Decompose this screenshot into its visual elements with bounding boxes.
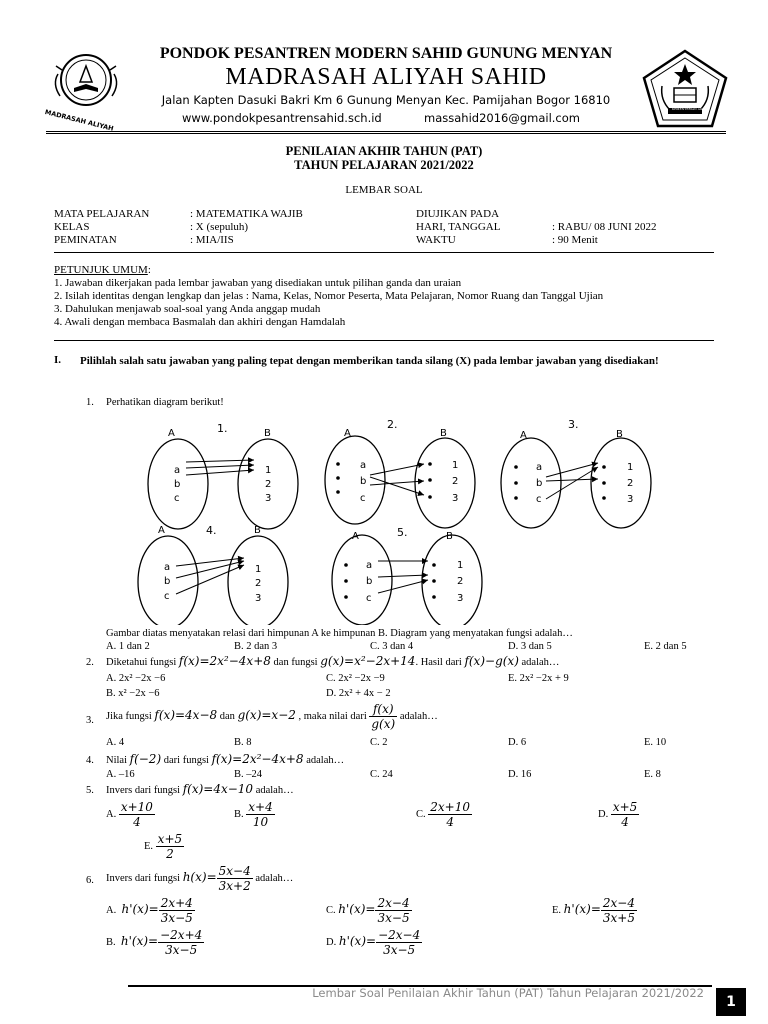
- stem-text: Nilai: [106, 755, 127, 766]
- question-number: 1.: [86, 397, 94, 408]
- element-a: a: [174, 465, 181, 476]
- fraction-denominator: 4: [133, 815, 141, 829]
- option-b[interactable]: [234, 800, 275, 829]
- option-lhs: h'(x)=: [121, 901, 159, 916]
- option-b[interactable]: B. x² −2x −6: [106, 688, 160, 699]
- element-b: 3: [265, 493, 272, 504]
- option-d[interactable]: [598, 800, 639, 829]
- element-a: c: [174, 493, 180, 504]
- question-text: Gambar diatas menyatakan relasi dari himpunan A ke himpunan B. Diagram yang menyatakan fungsi adalah…: [106, 628, 573, 639]
- stem-text: Diketahui fungsi: [106, 657, 177, 668]
- element-a: b: [164, 576, 171, 587]
- element-a: b: [360, 476, 367, 487]
- function-f: f(x)=2x²−4x+8: [178, 654, 271, 668]
- set-b-label: B: [264, 428, 271, 439]
- element-b: 2: [255, 578, 262, 589]
- set-b-ellipse: [422, 535, 482, 625]
- set-b-ellipse: [415, 438, 475, 528]
- fraction-numerator: f(x): [369, 702, 397, 717]
- fraction-numerator: x+5: [157, 832, 183, 846]
- page-number: [716, 988, 746, 1016]
- function-f: f(x)=4x−10: [182, 782, 254, 796]
- option-e[interactable]: E. 8: [644, 769, 661, 780]
- fraction: [217, 864, 253, 893]
- logo-left-caption: MADRASAH ALIYAH: [44, 108, 115, 133]
- set-a-ellipse: [332, 535, 392, 625]
- diagram-label: 4.: [206, 524, 217, 537]
- set-a-label: A: [168, 428, 175, 439]
- stem-text: adalah…: [255, 872, 294, 884]
- option-b[interactable]: B. 2 dan 3: [234, 641, 278, 652]
- exam-title: PENILAIAN AKHIR TAHUN (PAT): [285, 144, 483, 158]
- question-text: Perhatikan diagram berikut!: [106, 397, 224, 408]
- option-e[interactable]: E. 10: [644, 737, 667, 748]
- logo-right: [640, 48, 730, 130]
- option-letter: C.: [326, 904, 336, 916]
- fraction: [611, 800, 639, 829]
- fraction-denominator: 10: [252, 815, 269, 829]
- option-letter: E.: [144, 840, 154, 852]
- function-f: f(x)=2x²−4x+8: [211, 752, 304, 766]
- set-a-label: A: [520, 430, 527, 441]
- petunjuk-divider: [54, 340, 714, 341]
- set-b-label: B: [446, 531, 453, 542]
- info-value: : 90 Menit: [552, 234, 598, 246]
- info-label: WAKTU: [416, 234, 456, 246]
- fraction-numerator: x+4: [248, 800, 273, 814]
- option-letter: B.: [106, 936, 116, 948]
- question-4-stem: [106, 752, 344, 766]
- element-b: 1: [457, 560, 464, 571]
- school-address: Jalan Kapten Dasuki Bakri Km 6 Gunung Menyan Kec. Pamijahan Bogor 16810: [161, 93, 611, 107]
- info-label: MATA PELAJARAN: [54, 208, 150, 220]
- fraction-numerator: x+10: [120, 800, 153, 814]
- diagram-label: 5.: [397, 526, 408, 539]
- diagram-label: 1.: [217, 422, 228, 435]
- fraction: [156, 832, 184, 861]
- fraction-numerator: 2x−4: [602, 896, 635, 910]
- petunjuk-item: 1. Jawaban dikerjakan pada lembar jawaban yang disediakan untuk pilihan ganda dan uraian: [54, 277, 462, 289]
- option-e[interactable]: E. 2 dan 5: [644, 641, 687, 652]
- stem-text: dari fungsi: [163, 755, 209, 766]
- info-label: DIUJIKAN PADA: [416, 208, 500, 220]
- fraction-denominator: 3x−5: [383, 943, 416, 957]
- element-a: b: [536, 478, 543, 489]
- diagram-2: [325, 418, 475, 528]
- diagram-5: [332, 526, 482, 625]
- element-a: a: [164, 562, 171, 573]
- set-a-ellipse: [501, 438, 561, 528]
- fraction: [159, 896, 195, 925]
- stem-text: , maka nilai dari: [298, 710, 367, 722]
- set-a-label: A: [158, 525, 165, 536]
- option-c[interactable]: [416, 800, 472, 829]
- option-lhs: h'(x)=: [338, 901, 376, 916]
- element-b: 2: [457, 576, 464, 587]
- element-a: b: [174, 479, 181, 490]
- option-b[interactable]: [106, 928, 204, 957]
- diagram-3: [501, 418, 651, 528]
- fraction-denominator: 4: [621, 815, 629, 829]
- fraction: [369, 702, 397, 731]
- fraction-denominator: g(x): [371, 717, 396, 731]
- fraction-denominator: 3x−5: [165, 943, 198, 957]
- option-letter: A.: [106, 904, 117, 916]
- question-6-stem: [106, 864, 293, 893]
- stem-text: adalah…: [306, 755, 345, 766]
- fraction: [376, 928, 422, 957]
- question-number: 6.: [86, 875, 94, 886]
- info-label: KELAS: [54, 221, 90, 233]
- element-b: 1: [255, 564, 262, 575]
- option-c[interactable]: [326, 896, 412, 925]
- element-a: c: [536, 494, 542, 505]
- stem-text: Invers dari fungsi: [106, 785, 181, 796]
- option-letter: D.: [326, 936, 337, 948]
- option-e[interactable]: [552, 896, 637, 925]
- element-a: a: [536, 462, 543, 473]
- option-b[interactable]: B. –24: [234, 769, 263, 780]
- option-a[interactable]: A. –16: [106, 769, 135, 780]
- option-a[interactable]: [106, 896, 195, 925]
- question-2-stem: [106, 654, 559, 668]
- set-a-label: A: [344, 428, 351, 439]
- function-h: h(x)=: [182, 869, 217, 884]
- logo-right-caption: KEMENTERIAN AGAMA: [672, 107, 710, 111]
- school-website[interactable]: www.pondokpesantrensahid.sch.id: [182, 111, 382, 125]
- option-d[interactable]: D. 16: [508, 769, 532, 780]
- option-lhs: h'(x)=: [120, 933, 159, 948]
- stem-text: Invers dari fungsi: [106, 872, 181, 884]
- fraction-denominator: 3x+5: [602, 911, 635, 925]
- page-number-text: 1: [726, 994, 736, 1010]
- fraction: [375, 896, 411, 925]
- info-label: HARI, TANGGAL: [416, 221, 501, 233]
- info-divider: [54, 252, 714, 253]
- element-b: 3: [255, 593, 262, 604]
- option-lhs: h'(x)=: [563, 901, 601, 916]
- fraction-denominator: 4: [446, 815, 454, 829]
- header-divider: [46, 131, 726, 134]
- option-a[interactable]: A. 2x² −2x −6: [106, 673, 166, 684]
- school-email[interactable]: massahid2016@gmail.com: [424, 111, 580, 125]
- element-b: 2: [265, 479, 272, 490]
- element-a: c: [164, 591, 170, 602]
- element-b: 2: [452, 476, 459, 487]
- option-a[interactable]: A. 4: [106, 737, 125, 748]
- fraction: [119, 800, 155, 829]
- element-b: 3: [452, 493, 459, 504]
- fraction-numerator: −2x−4: [378, 928, 421, 942]
- set-b-label: B: [616, 429, 623, 440]
- fraction: [158, 928, 204, 957]
- function-f: f(x)=4x−8: [154, 707, 218, 722]
- option-e[interactable]: E. 2x² −2x + 9: [508, 673, 569, 684]
- fraction-numerator: 2x+10: [430, 800, 470, 814]
- option-letter: A.: [106, 808, 117, 820]
- element-a: a: [366, 560, 373, 571]
- function-value: f(−2): [129, 752, 162, 766]
- option-d[interactable]: D. 3 dan 5: [508, 641, 552, 652]
- question-number: 5.: [86, 785, 94, 796]
- fraction: [246, 800, 274, 829]
- element-b: 1: [265, 465, 272, 476]
- option-e[interactable]: [144, 832, 184, 861]
- section-instruction: Pilihlah salah satu jawaban yang paling tepat dengan memberikan tanda silang (X) pada lembar jawaban yang disediakan!: [80, 355, 659, 367]
- question-number: 4.: [86, 755, 94, 766]
- option-c[interactable]: C. 24: [370, 769, 393, 780]
- set-a-label: A: [352, 531, 359, 542]
- element-a: b: [366, 576, 373, 587]
- option-letter: B.: [234, 808, 244, 820]
- diagram-1: [148, 422, 298, 529]
- question-3-stem: [106, 702, 438, 731]
- stem-text: adalah…: [255, 785, 294, 796]
- petunjuk-item: 4. Awali dengan membaca Basmalah dan akhiri dengan Hamdalah: [54, 316, 346, 328]
- info-value: : MATEMATIKA WAJIB: [190, 208, 303, 220]
- element-b: 1: [452, 460, 459, 471]
- petunjuk-title-text: PETUNJUK UMUM: [54, 264, 148, 276]
- fraction-denominator: 3x−5: [377, 911, 410, 925]
- stem-text: . Hasil dari: [415, 657, 462, 668]
- stem-text: adalah…: [399, 710, 438, 722]
- element-b: 3: [457, 593, 464, 604]
- fraction-numerator: 2x−4: [377, 896, 410, 910]
- petunjuk-item: 3. Dahulukan menjawab soal-soal yang Anda anggap mudah: [54, 303, 321, 315]
- info-value: : MIA/IIS: [190, 234, 234, 246]
- option-letter: E.: [552, 904, 562, 916]
- option-lhs: h'(x)=: [338, 933, 377, 948]
- info-label: PEMINATAN: [54, 234, 117, 246]
- relation-diagrams: [130, 415, 670, 625]
- option-letter: C.: [416, 808, 426, 820]
- petunjuk-title: [54, 264, 151, 276]
- exam-year: TAHUN PELAJARAN 2021/2022: [294, 158, 474, 172]
- petunjuk-item: 2. Isilah identitas dengan lengkap dan jelas : Nama, Kelas, Nomor Peserta, Mata Pelajaran, Nomor Ruang dan Tanggal Ujian: [54, 290, 604, 302]
- stem-text: dan fungsi: [273, 657, 318, 668]
- element-b: 2: [627, 478, 634, 489]
- diagram-label: 3.: [568, 418, 579, 431]
- fraction: [428, 800, 472, 829]
- info-value: : RABU/ 08 JUNI 2022: [552, 221, 657, 233]
- fraction-denominator: 3x−5: [160, 911, 193, 925]
- function-g: g(x)=x−2: [237, 707, 296, 722]
- diagram-label: 2.: [387, 418, 398, 431]
- question-number: 2.: [86, 657, 94, 668]
- fraction-numerator: 2x+4: [160, 896, 193, 910]
- diagram-4: [138, 524, 288, 625]
- option-d[interactable]: D. 2x² + 4x − 2: [326, 688, 391, 699]
- fraction-numerator: −2x+4: [160, 928, 203, 942]
- option-c[interactable]: C. 3 dan 4: [370, 641, 414, 652]
- element-a: a: [360, 460, 367, 471]
- lembar-soal: LEMBAR SOAL: [345, 184, 423, 196]
- madrasah-name: MADRASAH ALIYAH SAHID: [225, 64, 547, 90]
- fraction-denominator: 2: [166, 847, 174, 861]
- stem-text: Jika fungsi: [106, 710, 152, 722]
- option-b[interactable]: B. 8: [234, 737, 252, 748]
- element-b: 3: [627, 494, 634, 505]
- section-number: I.: [54, 354, 62, 366]
- option-d[interactable]: [326, 928, 422, 957]
- set-b-ellipse: [591, 438, 651, 528]
- question-number: 3.: [86, 715, 94, 726]
- stem-text: adalah…: [521, 657, 560, 668]
- option-a[interactable]: [106, 800, 155, 829]
- element-b: 1: [627, 462, 634, 473]
- question-5-stem: [106, 782, 294, 796]
- set-b-label: B: [440, 428, 447, 439]
- option-a[interactable]: A. 1 dan 2: [106, 641, 150, 652]
- fraction-denominator: 3x+2: [218, 879, 251, 893]
- fraction: [601, 896, 637, 925]
- option-c[interactable]: C. 2: [370, 737, 388, 748]
- fraction-numerator: x+5: [612, 800, 638, 814]
- function-g: g(x)=x²−2x+14: [320, 654, 416, 668]
- footer-text: Lembar Soal Penilaian Akhir Tahun (PAT) Tahun Pelajaran 2021/2022: [312, 986, 704, 1000]
- stem-text: dan: [219, 710, 235, 722]
- option-letter: D.: [598, 808, 609, 820]
- info-value: : X (sepuluh): [190, 221, 249, 233]
- element-a: c: [360, 493, 366, 504]
- option-d[interactable]: D. 6: [508, 737, 527, 748]
- function-diff: f(x)−g(x): [464, 654, 519, 668]
- element-a: c: [366, 593, 372, 604]
- set-b-label: B: [254, 525, 261, 536]
- set-a-ellipse: [325, 436, 385, 524]
- fraction-numerator: 5x−4: [218, 864, 251, 878]
- option-c[interactable]: C. 2x² −2x −9: [326, 673, 385, 684]
- kemenag-logo-icon: [640, 48, 730, 130]
- petunjuk-colon: :: [147, 264, 151, 276]
- relation-diagrams-svg: [130, 415, 670, 625]
- pondok-name: PONDOK PESANTREN MODERN SAHID GUNUNG MENYAN: [159, 45, 613, 62]
